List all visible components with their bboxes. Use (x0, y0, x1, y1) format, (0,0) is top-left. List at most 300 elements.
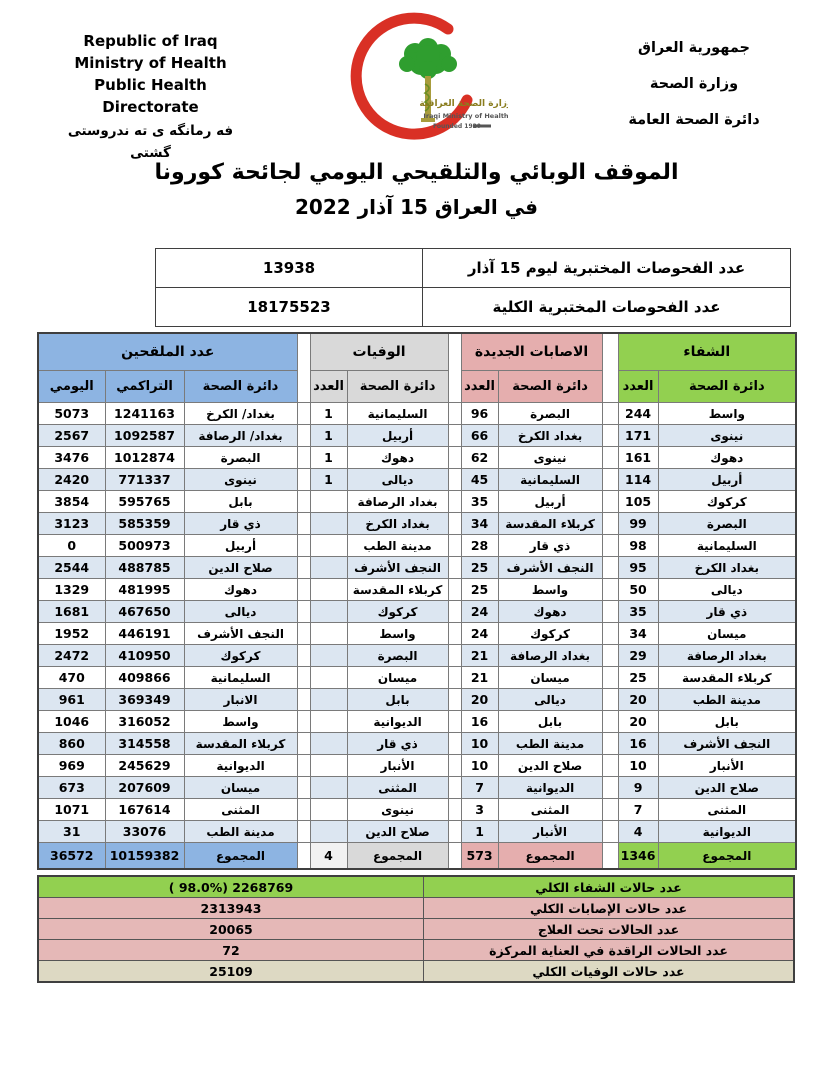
summary-row (38, 876, 794, 898)
recovery-dept-name: واسط (658, 403, 796, 425)
section-spacer (297, 645, 310, 667)
header-right-line3: دائرة الصحة العامة (628, 112, 760, 128)
summary-table-body (38, 876, 794, 982)
vaccinated-daily-value: 31 (38, 821, 105, 843)
section-spacer (448, 623, 461, 645)
infections-count-value: 20 (461, 689, 498, 711)
section-spacer (448, 821, 461, 843)
table-row (38, 623, 796, 645)
vaccinated-cumulative-value: 1012874 (105, 447, 184, 469)
recovery-dept-header: دائرة الصحة (658, 371, 796, 403)
deaths-dept-header: دائرة الصحة (347, 371, 448, 403)
vaccinated-cumulative-value: 316052 (105, 711, 184, 733)
table-row (38, 755, 796, 777)
infections-count-value: 10 (461, 733, 498, 755)
recovery-count-value: 161 (618, 447, 658, 469)
logo-founded-text: Founded 1920 (433, 123, 481, 130)
vaccinated-cumulative-value: 595765 (105, 491, 184, 513)
infections-dept-name: بغداد الرصافة (498, 645, 602, 667)
section-spacer (602, 535, 618, 557)
infections-section-title: الاصابات الجديدة (461, 333, 602, 371)
section-spacer (602, 667, 618, 689)
vaccinated-dept-name: ميسان (184, 777, 297, 799)
ministry-logo-graphic (333, 6, 508, 151)
recovery-count-value: 4 (618, 821, 658, 843)
vaccinated-daily-value: 1046 (38, 711, 105, 733)
deaths-dept-name: المثنى (347, 777, 448, 799)
deaths-count-value (310, 689, 347, 711)
infections-dept-name: البصرة (498, 403, 602, 425)
header-left-kurdish: فه رمانگه ى ته ندروستى گشتى (67, 123, 234, 161)
deaths-dept-name: واسط (347, 623, 448, 645)
vaccinated-cumulative-value: 409866 (105, 667, 184, 689)
deaths-count-value: 1 (310, 403, 347, 425)
vaccinated-dept-header: دائرة الصحة (184, 371, 297, 403)
vaccinated-daily-value: 860 (38, 733, 105, 755)
infections-dept-header: دائرة الصحة (498, 371, 602, 403)
section-spacer (297, 623, 310, 645)
section-spacer (602, 843, 618, 870)
vaccinated-dept-name: بابل (184, 491, 297, 513)
deaths-dept-name: ديالى (347, 469, 448, 491)
section-spacer (297, 777, 310, 799)
section-spacer (602, 623, 618, 645)
report-title-line2: في العراق 15 آذار 2022 (294, 195, 539, 219)
vaccinated-dept-name: بغداد/ الكرخ (184, 403, 297, 425)
recovery-total: 1346 (618, 843, 658, 870)
section-spacer (297, 425, 310, 447)
main-table-body (38, 403, 796, 870)
vaccinated-dept-name: الانبار (184, 689, 297, 711)
infections-count-value: 62 (461, 447, 498, 469)
section-spacer (297, 491, 310, 513)
section-spacer (297, 821, 310, 843)
vaccinated-daily-value: 961 (38, 689, 105, 711)
deaths-count-header: العدد (310, 371, 347, 403)
vaccinated-daily-value: 5073 (38, 403, 105, 425)
deaths-dept-name: أربيل (347, 425, 448, 447)
vaccinated-dept-name: أربيل (184, 535, 297, 557)
table-row (38, 425, 796, 447)
deaths-count-value (310, 777, 347, 799)
vaccinated-daily-value: 673 (38, 777, 105, 799)
table-row (38, 469, 796, 491)
vaccinated-cumulative-value: 500973 (105, 535, 184, 557)
section-spacer (448, 645, 461, 667)
vaccinated-cumulative-value: 369349 (105, 689, 184, 711)
infections-dept-name: كركوك (498, 623, 602, 645)
vaccinated-cumulative-value: 207609 (105, 777, 184, 799)
deaths-dept-name: بغداد الكرخ (347, 513, 448, 535)
infections-total-label: المجموع (498, 843, 602, 870)
recovery-dept-name: السليمانية (658, 535, 796, 557)
deaths-dept-name: بغداد الرصافة (347, 491, 448, 513)
vaccinated-daily-value: 470 (38, 667, 105, 689)
recovery-count-value: 20 (618, 711, 658, 733)
header-left-line3: Public Health Directorate (94, 76, 207, 116)
deaths-count-value: 1 (310, 447, 347, 469)
deaths-dept-name: الأنبار (347, 755, 448, 777)
summary-row (38, 940, 794, 961)
deaths-count-value (310, 821, 347, 843)
table-row (38, 447, 796, 469)
recovery-dept-name: بغداد الرصافة (658, 645, 796, 667)
recovery-count-value: 99 (618, 513, 658, 535)
table-row (38, 491, 796, 513)
infections-dept-name: المثنى (498, 799, 602, 821)
section-spacer (602, 447, 618, 469)
infections-dept-name: ميسان (498, 667, 602, 689)
recovery-dept-name: كركوك (658, 491, 796, 513)
section-spacer (602, 601, 618, 623)
vaccinated-daily-value: 1071 (38, 799, 105, 821)
section-spacer (297, 447, 310, 469)
section-spacer (602, 557, 618, 579)
section-spacer (297, 733, 310, 755)
infections-dept-name: ذي قار (498, 535, 602, 557)
recovery-count-value: 98 (618, 535, 658, 557)
vaccinated-daily-value: 3854 (38, 491, 105, 513)
vaccinated-cumulative-total: 10159382 (105, 843, 184, 870)
summary-value: 72 (38, 940, 424, 961)
infections-dept-name: دهوك (498, 601, 602, 623)
table-row (38, 821, 796, 843)
section-spacer (602, 491, 618, 513)
logo-english-text: Iraqi Ministry of Health (423, 112, 508, 120)
deaths-dept-name: السليمانية (347, 403, 448, 425)
deaths-count-value (310, 579, 347, 601)
recovery-dept-name: كربلاء المقدسة (658, 667, 796, 689)
infections-count-value: 25 (461, 579, 498, 601)
recovery-count-value: 20 (618, 689, 658, 711)
vaccinated-daily-value: 2544 (38, 557, 105, 579)
header-right-line1: جمهورية العراق (637, 40, 751, 56)
deaths-dept-name: البصرة (347, 645, 448, 667)
section-spacer (602, 755, 618, 777)
recovery-dept-name: المثنى (658, 799, 796, 821)
vaccinated-dept-name: بغداد/ الرصافة (184, 425, 297, 447)
infections-count-value: 16 (461, 711, 498, 733)
section-spacer (297, 333, 310, 403)
recovery-count-value: 105 (618, 491, 658, 513)
section-spacer (448, 843, 461, 870)
infections-dept-name: واسط (498, 579, 602, 601)
section-spacer (297, 579, 310, 601)
deaths-count-value (310, 755, 347, 777)
report-title (0, 160, 833, 219)
recovery-dept-name: أربيل (658, 469, 796, 491)
section-spacer (602, 689, 618, 711)
table-row (38, 579, 796, 601)
deaths-count-value (310, 711, 347, 733)
vaccinated-daily-total: 36572 (38, 843, 105, 870)
deaths-count-value (310, 535, 347, 557)
deaths-dept-name: دهوك (347, 447, 448, 469)
section-spacer (602, 333, 618, 403)
recovery-dept-name: صلاح الدين (658, 777, 796, 799)
vaccinated-cumulative-value: 410950 (105, 645, 184, 667)
vaccinated-daily-value: 3123 (38, 513, 105, 535)
main-table (37, 332, 797, 870)
vaccinated-cumulative-value: 33076 (105, 821, 184, 843)
infections-count-value: 21 (461, 667, 498, 689)
total-tests-label: عدد الفحوصات المختبرية الكلية (423, 288, 791, 327)
recovery-dept-name: بابل (658, 711, 796, 733)
vaccinated-dept-name: كربلاء المقدسة (184, 733, 297, 755)
recovery-count-value: 34 (618, 623, 658, 645)
section-spacer (297, 667, 310, 689)
deaths-dept-name: ذي قار (347, 733, 448, 755)
vaccinated-daily-value: 3476 (38, 447, 105, 469)
summary-value: 2313943 (38, 898, 424, 919)
vaccinated-cumulative-value: 585359 (105, 513, 184, 535)
deaths-dept-name: النجف الأشرف (347, 557, 448, 579)
infections-dept-name: السليمانية (498, 469, 602, 491)
table-row (38, 689, 796, 711)
section-spacer (448, 513, 461, 535)
vaccinated-dept-name: نينوى (184, 469, 297, 491)
vaccinated-dept-name: البصرة (184, 447, 297, 469)
summary-table (37, 875, 795, 983)
table-row (38, 557, 796, 579)
section-spacer (602, 513, 618, 535)
deaths-dept-name: ميسان (347, 667, 448, 689)
infections-dept-name: كربلاء المقدسة (498, 513, 602, 535)
section-spacer (602, 711, 618, 733)
summary-row (38, 898, 794, 919)
infections-count-value: 34 (461, 513, 498, 535)
recovery-count-value: 114 (618, 469, 658, 491)
section-spacer (448, 403, 461, 425)
section-spacer (297, 711, 310, 733)
infections-count-value: 66 (461, 425, 498, 447)
section-spacer (602, 469, 618, 491)
section-spacer (602, 579, 618, 601)
summary-label: عدد الحالات الراقدة في العناية المركزة (424, 940, 795, 961)
section-spacer (448, 755, 461, 777)
recovery-count-value: 50 (618, 579, 658, 601)
infections-count-value: 45 (461, 469, 498, 491)
deaths-total-label: المجموع (347, 843, 448, 870)
section-spacer (297, 601, 310, 623)
vaccinated-daily-value: 969 (38, 755, 105, 777)
vaccinated-daily-value: 2472 (38, 645, 105, 667)
recovery-count-value: 9 (618, 777, 658, 799)
deaths-count-value (310, 667, 347, 689)
infections-count-value: 96 (461, 403, 498, 425)
infections-total: 573 (461, 843, 498, 870)
section-spacer (602, 645, 618, 667)
table-row (38, 777, 796, 799)
section-spacer (297, 469, 310, 491)
summary-value: 25109 (38, 961, 424, 983)
report-title-line1: الموقف الوبائي والتلقيحي اليومي لجائحة كورونا (154, 160, 679, 185)
section-spacer (448, 333, 461, 403)
infections-dept-name: الديوانية (498, 777, 602, 799)
infections-dept-name: ديالى (498, 689, 602, 711)
table-row (38, 645, 796, 667)
section-spacer (602, 799, 618, 821)
section-spacer (297, 403, 310, 425)
vaccinated-dept-name: دهوك (184, 579, 297, 601)
deaths-section-title: الوفيات (310, 333, 448, 371)
infections-dept-name: بغداد الكرخ (498, 425, 602, 447)
section-spacer (602, 425, 618, 447)
summary-label: عدد الحالات تحت العلاج (424, 919, 795, 940)
deaths-dept-name: صلاح الدين (347, 821, 448, 843)
header-right-line2: وزارة الصحة (649, 76, 739, 92)
table-row (38, 601, 796, 623)
deaths-count-value (310, 799, 347, 821)
section-spacer (297, 557, 310, 579)
section-spacer (448, 447, 461, 469)
section-spacer (602, 733, 618, 755)
vaccinated-cumulative-value: 1092587 (105, 425, 184, 447)
vaccinated-cumulative-value: 481995 (105, 579, 184, 601)
vaccinated-cumulative-value: 771337 (105, 469, 184, 491)
section-spacer (448, 711, 461, 733)
vaccinated-cumulative-header: التراكمي (105, 371, 184, 403)
section-spacer (448, 689, 461, 711)
vaccinated-dept-name: النجف الأشرف (184, 623, 297, 645)
deaths-total: 4 (310, 843, 347, 870)
recovery-count-value: 25 (618, 667, 658, 689)
infections-count-value: 25 (461, 557, 498, 579)
vaccinated-cumulative-value: 467650 (105, 601, 184, 623)
infections-dept-name: بابل (498, 711, 602, 733)
vaccinated-daily-value: 2567 (38, 425, 105, 447)
section-spacer (448, 491, 461, 513)
deaths-dept-name: بابل (347, 689, 448, 711)
section-spacer (297, 843, 310, 870)
tests-table (155, 248, 791, 327)
total-tests-value: 18175523 (156, 288, 423, 327)
section-spacer (297, 513, 310, 535)
table-row (38, 667, 796, 689)
header-left-block (48, 30, 253, 164)
vaccinated-cumulative-value: 488785 (105, 557, 184, 579)
section-spacer (448, 667, 461, 689)
section-spacer (297, 755, 310, 777)
recovery-count-value: 244 (618, 403, 658, 425)
summary-value: ( 98.0%) 2268769 (38, 876, 424, 898)
header-right-block (599, 30, 789, 138)
vaccinated-dept-name: الديوانية (184, 755, 297, 777)
vaccinated-total-label: المجموع (184, 843, 297, 870)
deaths-count-value (310, 491, 347, 513)
daily-tests-label: عدد الفحوصات المختبرية ليوم 15 آذار (423, 249, 791, 288)
deaths-count-value: 1 (310, 469, 347, 491)
section-spacer (602, 821, 618, 843)
recovery-count-header: العدد (618, 371, 658, 403)
recovery-count-value: 95 (618, 557, 658, 579)
vaccinated-dept-name: مدينة الطب (184, 821, 297, 843)
infections-count-value: 24 (461, 601, 498, 623)
recovery-dept-name: الديوانية (658, 821, 796, 843)
recovery-dept-name: ميسان (658, 623, 796, 645)
section-spacer (448, 799, 461, 821)
recovery-count-value: 16 (618, 733, 658, 755)
summary-value: 20065 (38, 919, 424, 940)
infections-count-value: 24 (461, 623, 498, 645)
logo-arabic-text: وزارة الصحة العراقية (419, 99, 508, 109)
section-spacer (602, 403, 618, 425)
vaccinated-cumulative-value: 245629 (105, 755, 184, 777)
deaths-dept-name: الديوانية (347, 711, 448, 733)
recovery-dept-name: مدينة الطب (658, 689, 796, 711)
section-spacer (297, 689, 310, 711)
section-spacer (448, 733, 461, 755)
recovery-dept-name: البصرة (658, 513, 796, 535)
recovery-dept-name: دهوك (658, 447, 796, 469)
infections-dept-name: أربيل (498, 491, 602, 513)
recovery-count-value: 171 (618, 425, 658, 447)
vaccinated-daily-value: 1329 (38, 579, 105, 601)
totals-row (38, 843, 796, 870)
recovery-count-value: 10 (618, 755, 658, 777)
deaths-dept-name: مدينة الطب (347, 535, 448, 557)
vaccinated-cumulative-value: 314558 (105, 733, 184, 755)
deaths-dept-name: كركوك (347, 601, 448, 623)
vaccinated-daily-value: 1952 (38, 623, 105, 645)
vaccinated-dept-name: السليمانية (184, 667, 297, 689)
summary-row (38, 961, 794, 983)
deaths-count-value (310, 601, 347, 623)
deaths-dept-name: نينوى (347, 799, 448, 821)
infections-count-value: 3 (461, 799, 498, 821)
deaths-count-value (310, 645, 347, 667)
vaccinated-dept-name: كركوك (184, 645, 297, 667)
tests-row-daily (156, 249, 791, 288)
vaccinated-daily-value: 0 (38, 535, 105, 557)
table-row (38, 535, 796, 557)
deaths-count-value (310, 733, 347, 755)
vaccinated-cumulative-value: 167614 (105, 799, 184, 821)
summary-label: عدد حالات الوفيات الكلي (424, 961, 795, 983)
palm-tree-icon (399, 38, 457, 122)
infections-count-value: 28 (461, 535, 498, 557)
table-row (38, 733, 796, 755)
daily-tests-value: 13938 (156, 249, 423, 288)
infections-count-header: العدد (461, 371, 498, 403)
section-spacer (602, 777, 618, 799)
recovery-dept-name: ديالى (658, 579, 796, 601)
recovery-count-value: 29 (618, 645, 658, 667)
section-spacer (448, 425, 461, 447)
deaths-count-value (310, 513, 347, 535)
infections-dept-name: الأنبار (498, 821, 602, 843)
section-spacer (297, 535, 310, 557)
recovery-dept-name: نينوى (658, 425, 796, 447)
recovery-total-label: المجموع (658, 843, 796, 870)
vaccinated-dept-name: المثنى (184, 799, 297, 821)
recovery-count-value: 7 (618, 799, 658, 821)
recovery-count-value: 35 (618, 601, 658, 623)
infections-dept-name: نينوى (498, 447, 602, 469)
infections-dept-name: مدينة الطب (498, 733, 602, 755)
summary-row (38, 919, 794, 940)
table-row (38, 513, 796, 535)
summary-label: عدد حالات الإصابات الكلي (424, 898, 795, 919)
summary-label: عدد حالات الشفاء الكلي (424, 876, 795, 898)
infections-count-value: 1 (461, 821, 498, 843)
vaccinated-dept-name: ديالى (184, 601, 297, 623)
tests-row-total (156, 288, 791, 327)
table-row (38, 799, 796, 821)
section-spacer (448, 535, 461, 557)
infections-count-value: 7 (461, 777, 498, 799)
recovery-dept-name: الأنبار (658, 755, 796, 777)
